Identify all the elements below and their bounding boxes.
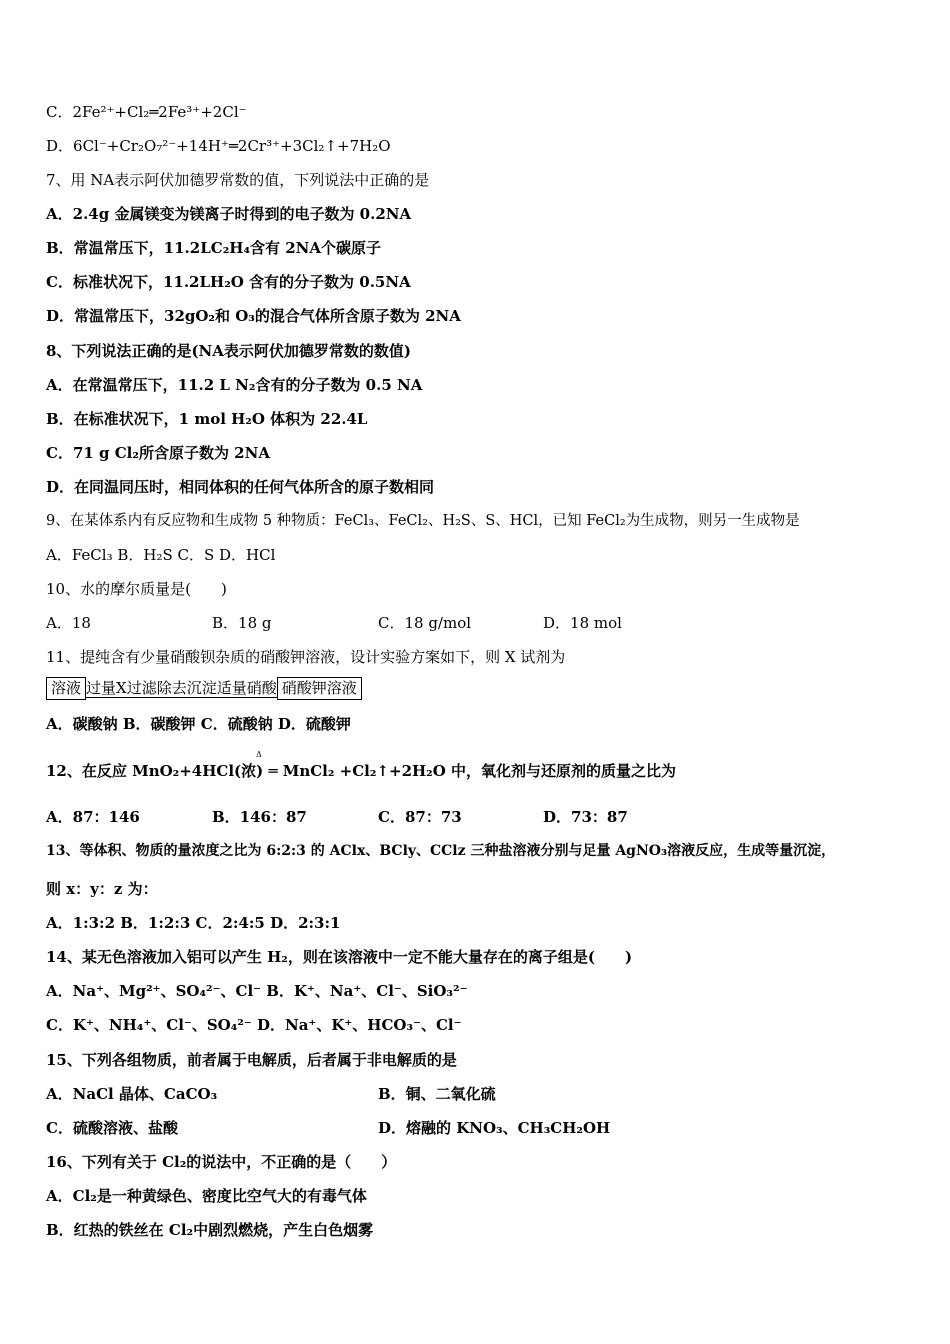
q15-option-a: A．NaCl 晶体、CaCO₃ (46, 1085, 218, 1103)
q11-options: A．碳酸钠 B．碳酸钾 C．硫酸钠 D．硫酸钾 (46, 715, 351, 733)
q12-option-b: B．146：87 (212, 808, 307, 826)
question-11: 11、提纯含有少量硝酸钡杂质的硝酸钾溶液，设计实验方案如下，则 X 试剂为 (46, 648, 566, 666)
q14-options-ab: A．Na⁺、Mg²⁺、SO₄²⁻、Cl⁻ B．K⁺、Na⁺、Cl⁻、SiO₃²⁻ (46, 982, 468, 1000)
q7-option-c: C．标准状况下，11.2LH₂O 含有的分子数为 0.5NA (46, 273, 411, 291)
question-10: 10、水的摩尔质量是( ) (46, 580, 227, 598)
question-13-cont: 则 x：y：z 为： (46, 880, 158, 898)
q15-option-b: B．铜、二氧化硫 (378, 1085, 496, 1103)
q13-options: A．1:3:2 B．1:2:3 C．2:4:5 D．2:3:1 (46, 914, 341, 932)
question-13: 13、等体积、物质的量浓度之比为 6:2:3 的 AClx、BCly、CClz 三种盐溶液分别与足量 AgNO₃溶液反应，生成等量沉淀， (46, 843, 836, 859)
flow-arrow-2: 过滤 (126, 679, 157, 697)
q16-option-b: B．红热的铁丝在 Cl₂中剧烈燃烧，产生白色烟雾 (46, 1221, 374, 1239)
q12-option-d: D．73：87 (543, 808, 628, 826)
heat-symbol: Δ (256, 750, 262, 759)
q6-option-d: D．6Cl⁻+Cr₂O₇²⁻+14H⁺═2Cr³⁺+3Cl₂↑+7H₂O (46, 137, 391, 155)
question-12: 12、在反应 MnO₂+4HCl(浓) ═ MnCl₂ +Cl₂↑+2H₂O 中，氧化剂与还原剂的质量之比为 (46, 762, 677, 780)
flow-arrow-1: 过量X (86, 679, 127, 697)
q8-option-a: A．在常温常压下，11.2 L N₂含有的分子数为 0.5 NA (46, 376, 423, 394)
flow-end-box: 硝酸钾溶液 (277, 677, 362, 700)
q8-option-b: B．在标准状况下，1 mol H₂O 体积为 22.4L (46, 410, 368, 428)
q15-option-c: C．硫酸溶液、盐酸 (46, 1119, 178, 1137)
q12-option-a: A．87：146 (46, 808, 140, 826)
q8-option-c: C．71 g Cl₂所含原子数为 2NA (46, 444, 270, 462)
q12-option-c: C．87：73 (378, 808, 462, 826)
q7-option-b: B．常温常压下，11.2LC₂H₄含有 2NA个碳原子 (46, 239, 382, 257)
flow-arrow-4: 适量硝酸 (216, 679, 277, 697)
flow-arrow-3: 除去沉淀 (156, 679, 217, 697)
q11-flowchart (46, 677, 362, 701)
question-8: 8、下列说法正确的是(NA表示阿伏加德罗常数的数值) (46, 342, 411, 360)
question-15: 15、下列各组物质，前者属于电解质，后者属于非电解质的是 (46, 1051, 457, 1069)
q7-option-a: A．2.4g 金属镁变为镁离子时得到的电子数为 0.2NA (46, 205, 412, 223)
q8-option-d: D．在同温同压时，相同体积的任何气体所含的原子数相同 (46, 478, 435, 496)
question-7: 7、用 NA表示阿伏加德罗常数的值，下列说法中正确的是 (46, 171, 430, 189)
q9-options: A．FeCl₃ B．H₂S C．S D．HCl (46, 546, 276, 564)
q10-option-a: A．18 (46, 614, 91, 632)
q7-option-d: D．常温常压下，32gO₂和 O₃的混合气体所含原子数为 2NA (46, 307, 461, 325)
q10-option-c: C．18 g/mol (378, 614, 472, 632)
question-16: 16、下列有关于 Cl₂的说法中，不正确的是（ ） (46, 1153, 397, 1171)
question-14: 14、某无色溶液加入铝可以产生 H₂，则在该溶液中一定不能大量存在的离子组是( ) (46, 948, 633, 966)
q10-option-b: B．18 g (212, 614, 272, 632)
q14-options-cd: C．K⁺、NH₄⁺、Cl⁻、SO₄²⁻ D．Na⁺、K⁺、HCO₃⁻、Cl⁻ (46, 1016, 462, 1034)
q6-option-c: C．2Fe²⁺+Cl₂═2Fe³⁺+2Cl⁻ (46, 103, 247, 121)
q15-option-d: D．熔融的 KNO₃、CH₃CH₂OH (378, 1119, 611, 1137)
q16-option-a: A．Cl₂是一种黄绿色、密度比空气大的有毒气体 (46, 1187, 367, 1205)
flow-start-box: 溶液 (46, 677, 86, 700)
q10-option-d: D．18 mol (543, 614, 622, 632)
question-9: 9、在某体系内有反应物和生成物 5 种物质：FeCl₃、FeCl₂、H₂S、S、HCl，已知 FeCl₂为生成物，则另一生成物是 (46, 513, 800, 529)
